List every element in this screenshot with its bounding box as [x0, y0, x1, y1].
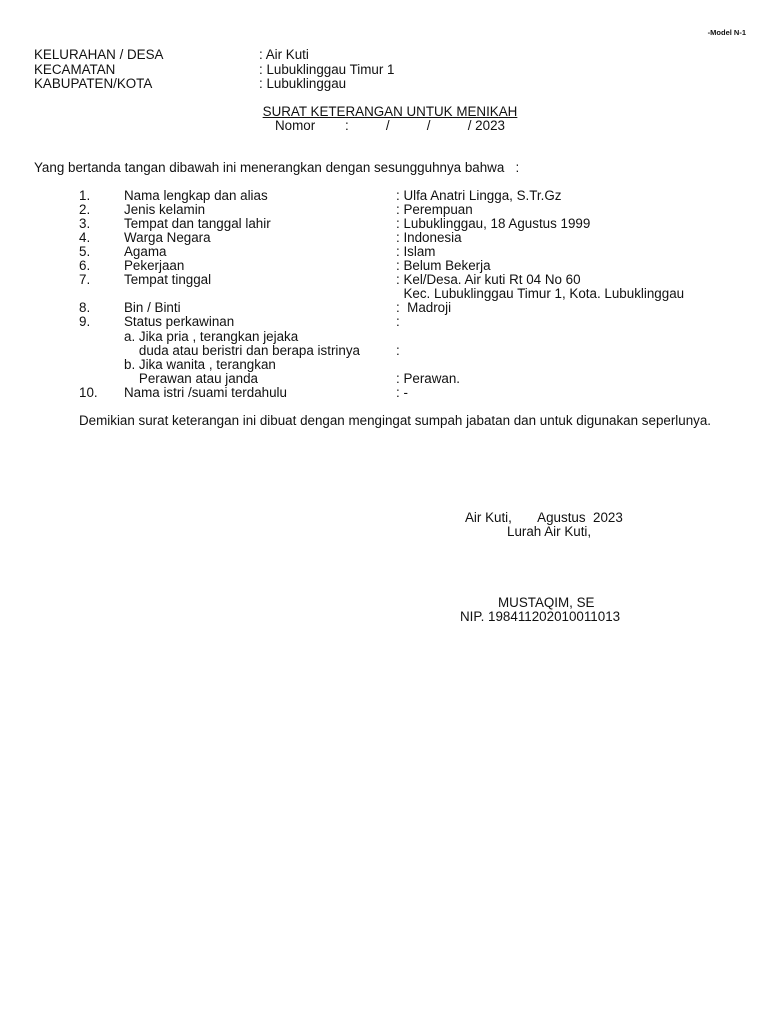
item-value: : Ulfa Anatri Lingga, S.Tr.Gz	[396, 188, 562, 203]
item-label: Nama lengkap dan alias	[124, 188, 268, 203]
item-label: Tempat dan tanggal lahir	[124, 216, 271, 231]
signature-position: Lurah Air Kuti,	[507, 524, 592, 539]
item-value: :	[396, 314, 400, 329]
item-label: Pekerjaan	[124, 258, 185, 273]
signature-place-date: Air Kuti, Agustus 2023	[465, 510, 623, 525]
item-sublabel: Perawan atau janda	[124, 371, 258, 386]
item-sublabel: duda atau beristri dan berapa istrinya	[124, 343, 360, 358]
header-value-kabupaten: : Lubuklinggau	[259, 76, 347, 91]
item-sublabel: b. Jika wanita , terangkan	[124, 357, 276, 372]
item-label: Warga Negara	[124, 230, 211, 245]
item-value: : -	[396, 385, 408, 400]
item-value: : Belum Bekerja	[396, 258, 491, 273]
item-number: 6.	[79, 258, 91, 273]
document-number: Nomor : / / / 2023	[275, 118, 505, 133]
header-label-kabupaten: KABUPATEN/KOTA	[34, 76, 153, 91]
item-value: : Islam	[396, 244, 436, 259]
item-label: Tempat tinggal	[124, 272, 212, 287]
header-label-kelurahan: KELURAHAN / DESA	[34, 47, 164, 62]
intro-text: Yang bertanda tangan dibawah ini menerangkan dengan sesungguhnya bahwa :	[34, 160, 520, 175]
item-label: Nama istri /suami terdahulu	[124, 385, 287, 400]
item-label: Status perkawinan	[124, 314, 235, 329]
item-value: : Indonesia	[396, 230, 462, 245]
item-label: Agama	[124, 244, 167, 259]
item-value: : Madroji	[396, 300, 452, 315]
item-value-continued: Kec. Lubuklinggau Timur 1, Kota. Lubuklinggau	[396, 286, 685, 301]
item-label: Jenis kelamin	[124, 202, 206, 217]
item-value: : Lubuklinggau, 18 Agustus 1999	[396, 216, 591, 231]
item-number: 9.	[79, 314, 91, 329]
closing-paragraph: Demikian surat keterangan ini dibuat dengan mengingat sumpah jabatan dan untuk digunakan seperlunya.	[79, 413, 712, 428]
item-value: : Kel/Desa. Air kuti Rt 04 No 60	[396, 272, 581, 287]
header-value-kelurahan: : Air Kuti	[259, 47, 309, 62]
signatory-name: MUSTAQIM, SE	[498, 595, 595, 610]
item-number: 5.	[79, 244, 91, 259]
signatory-nip: NIP. 198411202010011013	[460, 609, 621, 624]
item-value: : Perawan.	[396, 371, 461, 386]
item-number: 10.	[79, 385, 98, 400]
header-value-kecamatan: : Lubuklinggau Timur 1	[259, 62, 395, 77]
item-number: 7.	[79, 272, 91, 287]
item-number: 2.	[79, 202, 91, 217]
item-value: : Perempuan	[396, 202, 473, 217]
item-number: 8.	[79, 300, 91, 315]
item-number: 1.	[79, 188, 91, 203]
item-number: 3.	[79, 216, 91, 231]
item-label: Bin / Binti	[124, 300, 181, 315]
model-code: -Model N-1	[707, 28, 746, 37]
item-sublabel: a. Jika pria , terangkan jejaka	[124, 329, 299, 344]
document-title: SURAT KETERANGAN UNTUK MENIKAH	[262, 104, 518, 119]
item-value: :	[396, 343, 400, 358]
item-number: 4.	[79, 230, 91, 245]
header-label-kecamatan: KECAMATAN	[34, 62, 116, 77]
